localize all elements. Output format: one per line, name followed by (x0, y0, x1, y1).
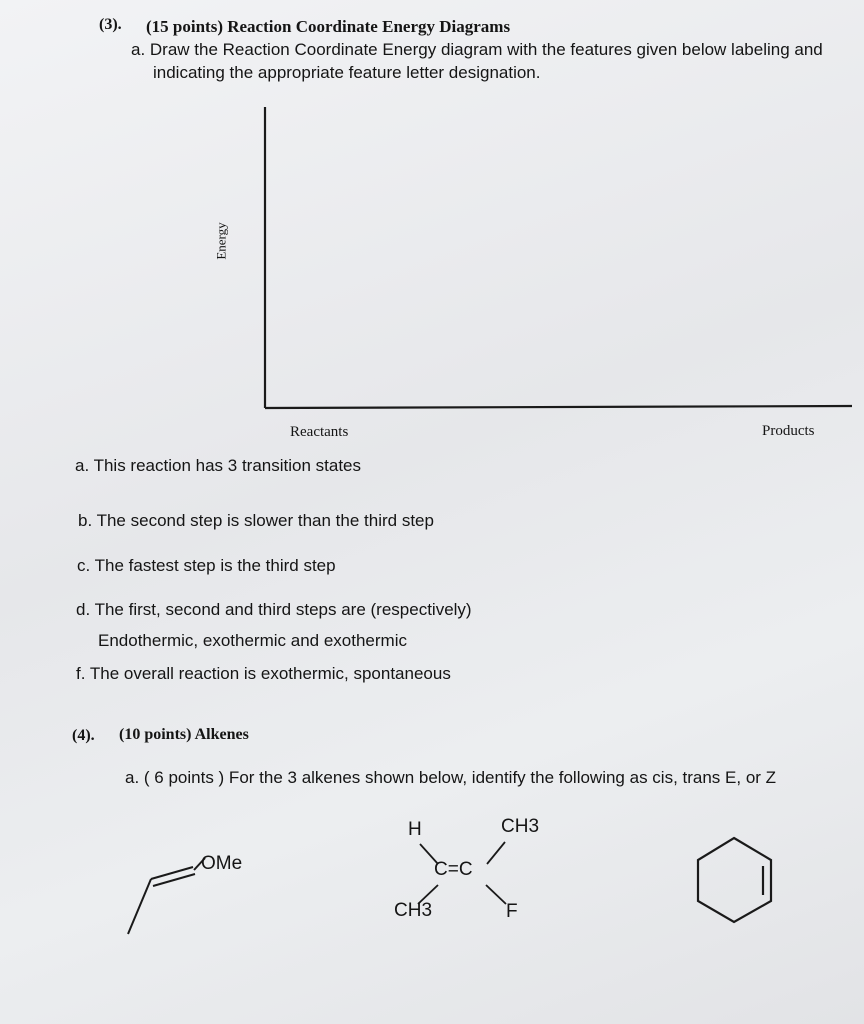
feature-f: f. The overall reaction is exothermic, spontaneous (76, 664, 451, 683)
products-label: Products (762, 423, 815, 439)
question-3a-instruction-line1: a. Draw the Reaction Coordinate Energy diagram with the features given below labeling and (131, 40, 823, 59)
energy-axis-label: Energy (213, 222, 229, 260)
question-3a-instruction-line2: indicating the appropriate feature letter designation. (153, 63, 541, 82)
feature-c: c. The fastest step is the third step (77, 556, 336, 575)
feature-d-line2: Endothermic, exothermic and exothermic (98, 631, 407, 650)
question-4-title: (10 points) Alkenes (119, 726, 249, 743)
question-4a-instruction: a. ( 6 points ) For the 3 alkenes shown below, identify the following as cis, trans E, or Z (125, 768, 777, 787)
hydrogen-label: H (408, 819, 422, 840)
methoxy-label: OMe (201, 853, 243, 874)
carbon-double-bond-label: C=C (434, 859, 473, 880)
feature-d-line1: d. The first, second and third steps are (respectively) (76, 600, 472, 619)
alkene-1-skeletal-structure (128, 858, 205, 934)
methyl-top-label: CH3 (501, 816, 540, 837)
question-3-title: (15 points) Reaction Coordinate Energy Diagrams (146, 17, 511, 36)
question-4-number: (4). (72, 727, 95, 744)
fluorine-label: F (506, 901, 518, 922)
reactants-label: Reactants (290, 424, 349, 440)
question-3-number: (3). (99, 16, 122, 33)
alkene-3-cyclohexene-ring (698, 838, 771, 922)
methyl-bottom-label: CH3 (394, 900, 433, 921)
feature-b: b. The second step is slower than the third step (78, 511, 434, 530)
feature-a: a. This reaction has 3 transition states (75, 456, 362, 475)
